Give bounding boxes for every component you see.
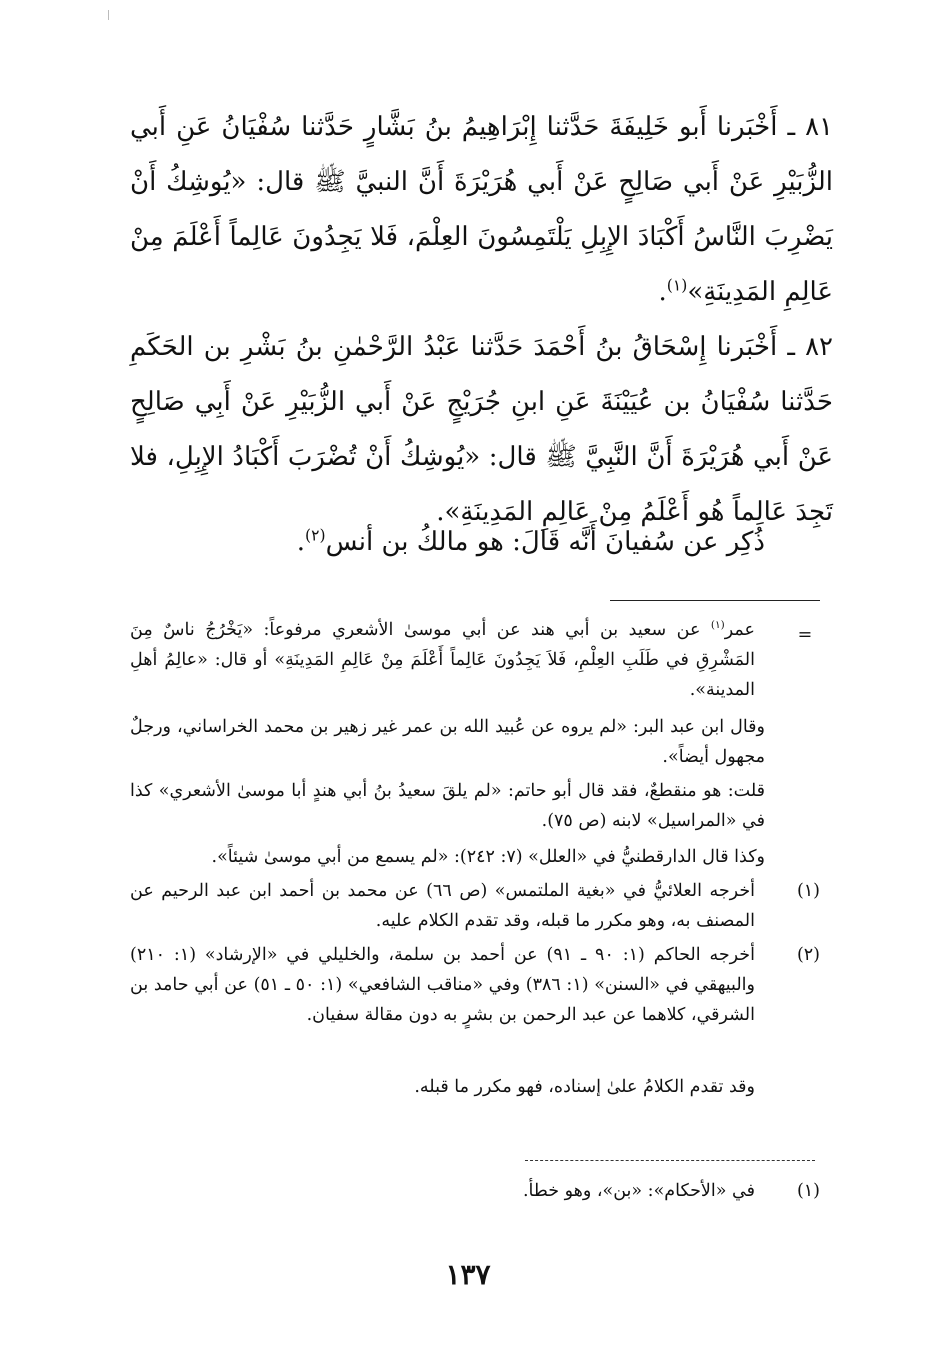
footnote-continued-para-1 [130, 615, 755, 705]
sufyan-note-end: . [296, 527, 306, 557]
hadith-81-end: . [658, 277, 667, 307]
continuation-marker: = [797, 625, 813, 645]
hadith-81 [130, 100, 833, 320]
footnote-1-marker: (١) [796, 881, 820, 901]
editor-note-text: في «الأحكام»: «بن»، وهو خطأ. [522, 1181, 755, 1201]
footnote-1-text: أخرجه العلائيُّ في «بغية الملتمس» (ص ٦٦) عن محمد بن أحمد ابن عبد الرحيم عن المصنف به، وهو مكرر ما قبله، وقد تقدم الكلام عليه. [130, 881, 755, 931]
editor-note-separator [525, 1160, 815, 1161]
editor-note-marker: (١) [796, 1181, 820, 1201]
hadith-82 [130, 320, 833, 540]
footnote-2-text: أخرجه الحاكم (١: ٩٠ ـ ٩١) عن أحمد بن سلمة، والخليلي في «الإرشاد» (١: ٢١٠) والبيهقي في «السنن» (١: ٣٨٦) وفي «مناقب الشافعي» (١: ٥٠ ـ ٥١) عن أبي حامد بن الشرقي، كلاهما عن عبد الرحمن بن بشرٍ به دون مقالة سفيان. [130, 945, 755, 1025]
footnote-continued-para-2: وقال ابن عبد البر: «لم يروه عن عُبيد الله بن عمر غير زهير بن محمد الخراساني، ورجلٌ مجهول أيضاً». [130, 717, 765, 767]
footnote-continued-ref: (١) [710, 619, 725, 632]
footnote-continued-para-3: قلت: هو منقطعٌ، فقد قال أبو حاتم: «لم يلقَ سعيدُ بنُ أبي هندٍ أبا موسىٰ الأشعري» كذا في «المراسيل» لابنه (ص ٧٥). [130, 781, 765, 831]
footnote-ref-1: (١) [666, 276, 688, 295]
footnote-2-text-continued: وقد تقدم الكلامُ علىٰ إسناده، فهو مكرر ما قبله. [414, 1077, 755, 1097]
footnote-separator [610, 600, 820, 601]
footnote-continued-text-a: عمر [724, 620, 755, 640]
scan-mark [108, 10, 109, 20]
footnote-ref-2: (٢) [305, 526, 326, 545]
hadith-82-text: ٨٢ ـ أَخْبَرنا إِسْحَاقُ بنُ أَحْمَدَ حَدَّثنا عَبْدُ الرَّحْمٰنِ بنُ بَشْرِ بن الحَكَمِ حَدَّثنا سُفْيَانُ بن عُيَيْنَةَ عَنِ ابنِ جُرَيْجٍ عَنْ أَبي الزُّبَيْرِ عَنْ أَبِي صَالِحٍ عَنْ أَبي هُرَيْرَةَ أَنَّ النَّبِيَّ ﷺ قال: «يُوشِكُ أَنْ تُضْرَبَ أَكْبَادُ الإِبِلِ، فلا تَجِدَ عَالِماً هُو أَعْلَمُ مِنْ عَالِمِ المَدِينَةِ». [130, 332, 833, 527]
footnote-continued-para-4: وكذا قال الدارقطنيُّ في «العلل» (٧: ٢٤٢): «لم يسمع من أبي موسىٰ شيئاً». [211, 847, 765, 867]
sufyan-note [297, 515, 765, 570]
footnote-2-marker: (٢) [796, 945, 820, 965]
hadith-81-text: ٨١ ـ أَخْبَرنا أَبو خَلِيفَةَ حَدَّثنا إِبْرَاهِيمُ بنُ بَشَّارٍ حَدَّثنا سُفْيَانُ عَنِ أَبي الزُّبَيْرِ عَنْ أَبي صَالِحٍ عَنْ أَبي هُرَيْرَةَ أَنَّ النبيَّ ﷺ قال: «يُوشِكُ أَنْ يَضْرِبَ النَّاسُ أَكْبَادَ الإِبِلِ يَلْتَمِسُونَ العِلْمَ، فَلا يَجِدُونَ عَالِماً أَعْلَمَ مِنْ عَالِمِ المَدِينَةِ» [130, 112, 833, 307]
footnote-continued-text-b: عن سعيد بن أبي هند عن أبي موسىٰ الأشعري مرفوعاً: «يَخْرُجُ ناسٌ مِنَ المَشْرِقِ في طَلَبِ العِلْمِ، فَلاَ يَجِدُونَ عَالِماً أَعْلَمَ مِنْ عَالِمِ المَدِينَةِ» أو قال: «عالِمُ أهلِ المدينة». [130, 620, 755, 700]
page-number: ١٣٧ [445, 1258, 491, 1291]
sufyan-note-text: ذُكِر عن سُفيانَ أَنَّه قَالَ: هو مالكُ بن أنس [325, 527, 765, 557]
